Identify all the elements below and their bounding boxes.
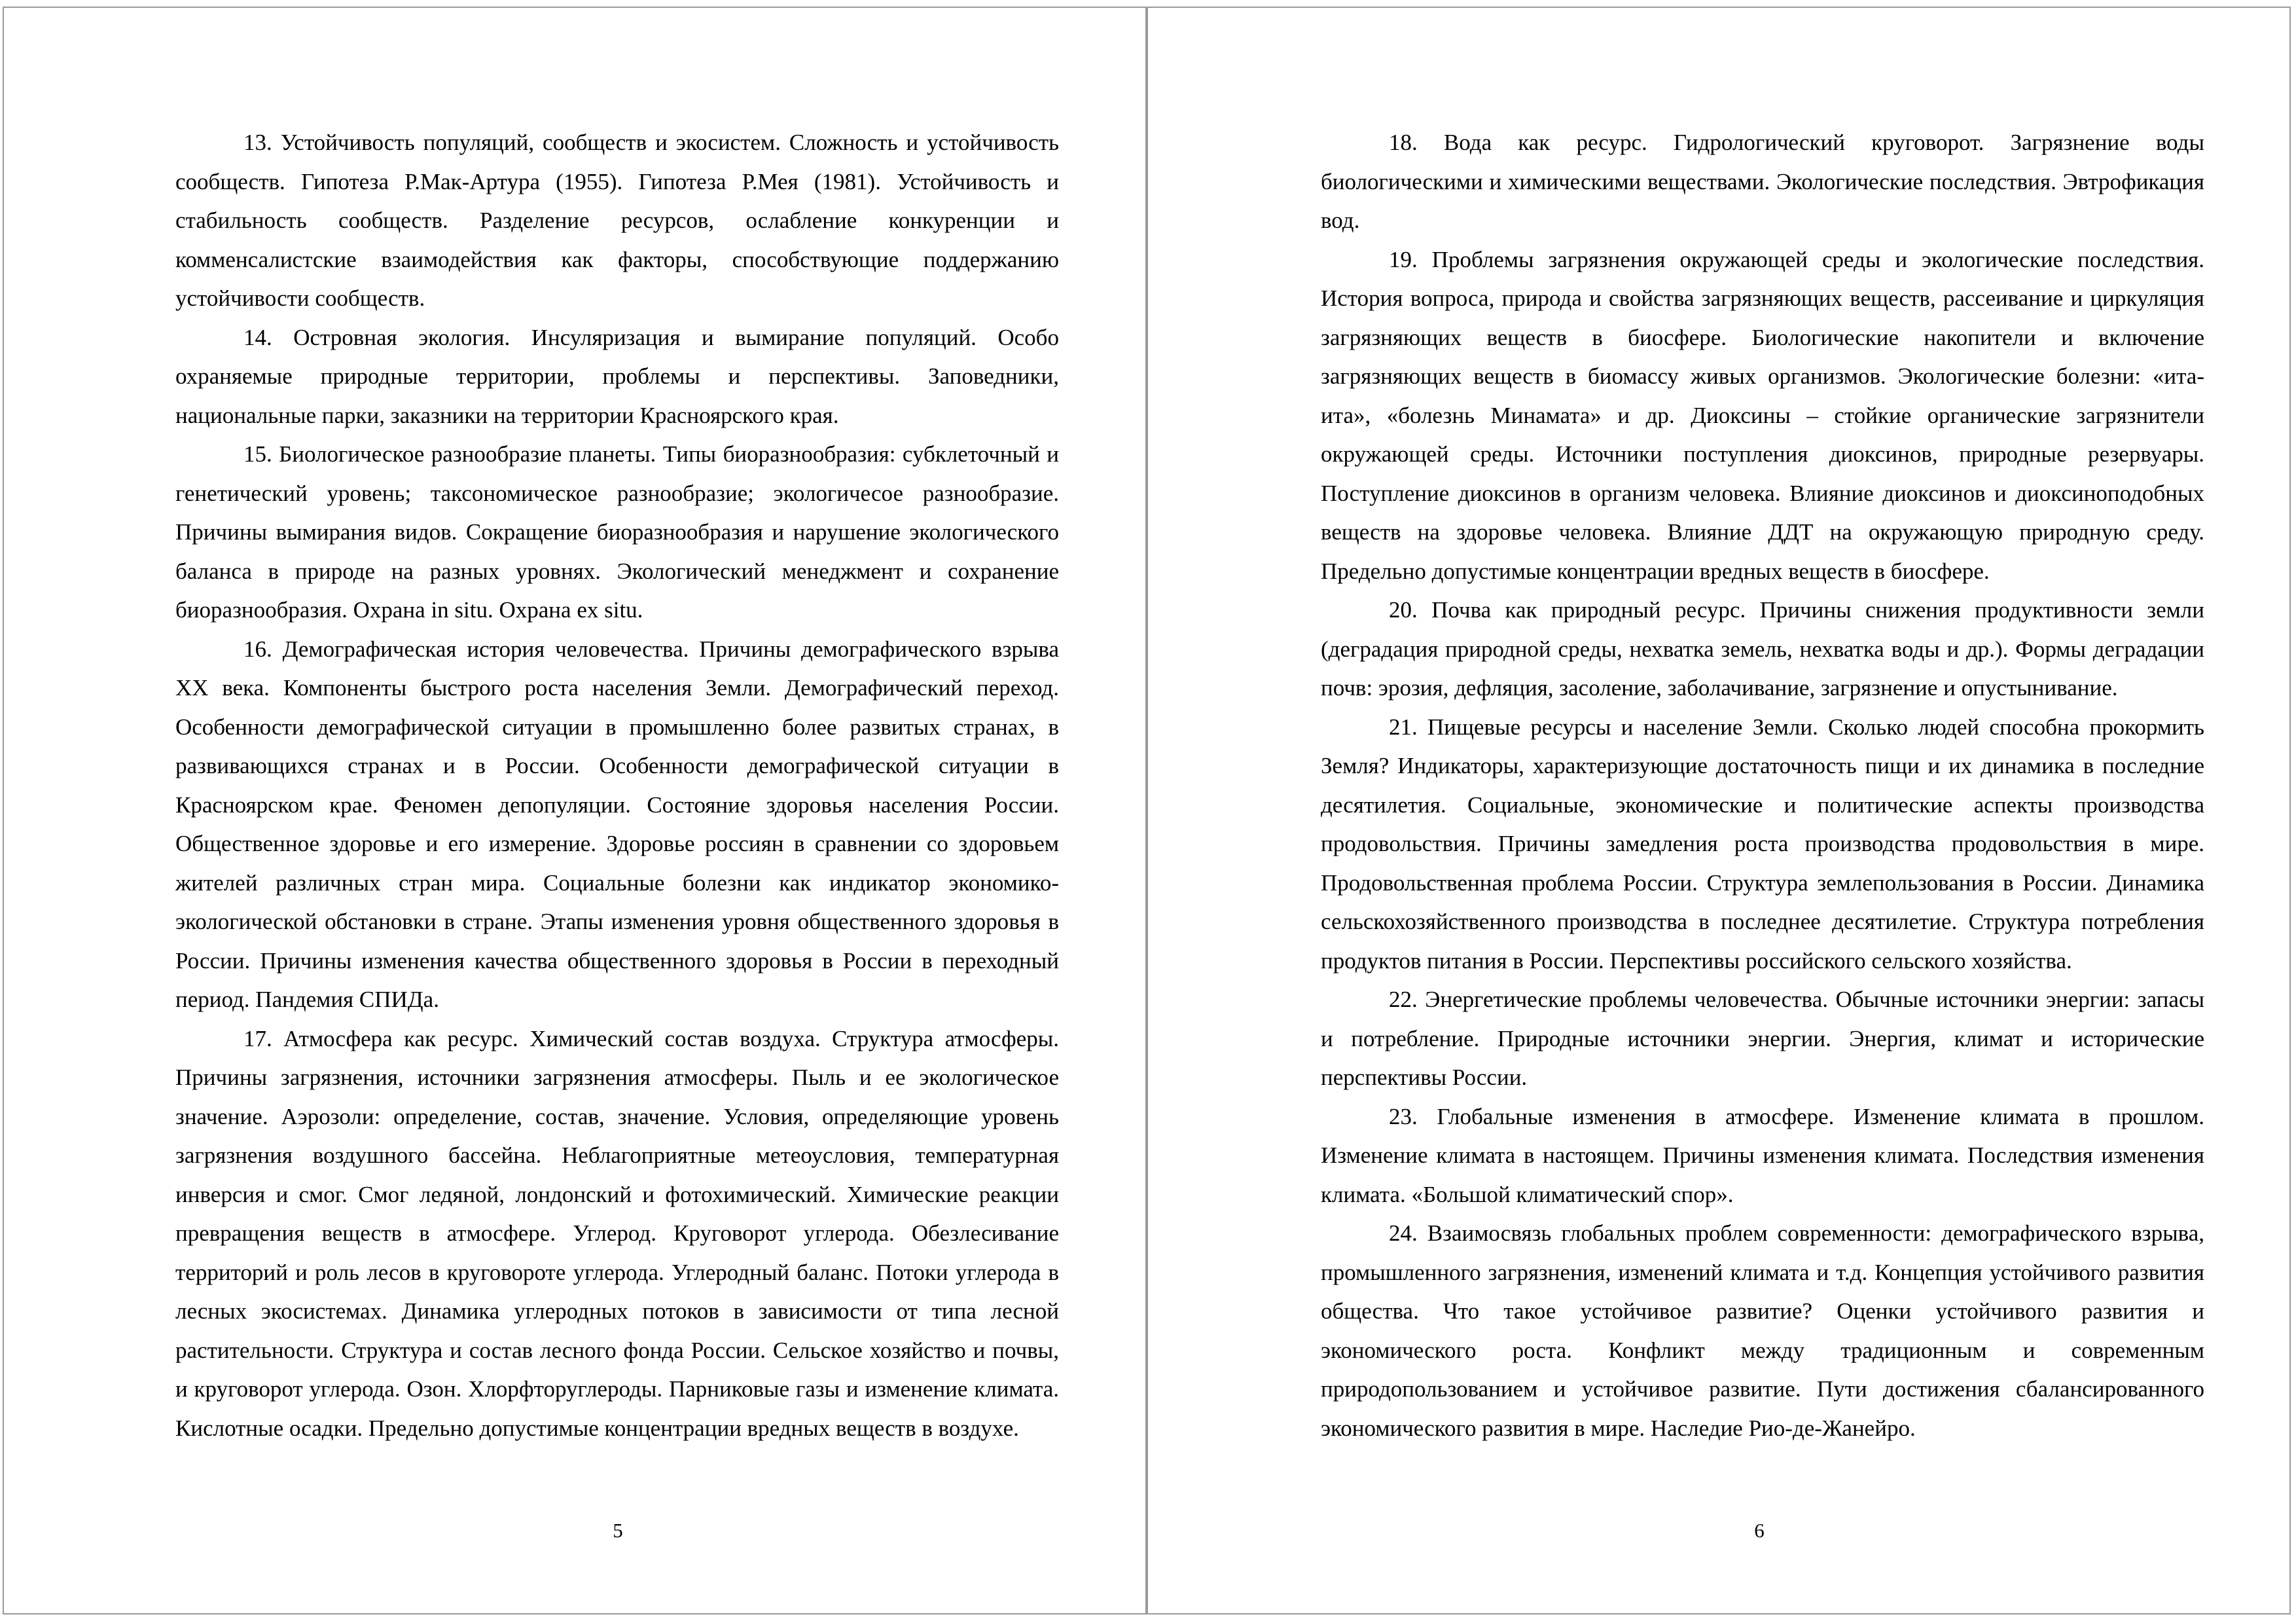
paragraph-20: 20. Почва как природный ресурс. Причины снижения продуктивности земли (деградация природной среды, нехватка земель, нехватка воды и др.). Формы деградации почв: эрозия, дефляция, засоление, заболачивание, загрязнение и опустынивание.	[1321, 597, 2204, 701]
paragraph-19: 19. Проблемы загрязнения окружающей среды и экологические последствия. История вопроса, природа и свойства загрязняющих веществ, рассеивание и циркуляция загрязняющих веществ в биосфере. Биологические накопители и включение загрязняющих веществ в биомассу живых организмов. Экологические болезни: «ита-ита», «болезнь Минамата» и др. Диоксины – стойкие органические загрязнители окружающей среды. Источники поступления диоксинов, природные резервуары. Поступление диоксинов в организм человека. Влияние диоксинов и диоксиноподобных веществ на здоровье человека. Влияние ДДТ на окружающую природную среду. Предельно допустимые концентрации вредных веществ в биосфере.	[1321, 246, 2204, 584]
page-text	[175, 123, 1059, 1448]
page-right	[1147, 7, 2291, 1614]
paragraph-23: 23. Глобальные изменения в атмосфере. Изменение климата в прошлом. Изменение климата в настоящем. Причины изменения климата. Последствия изменения климата. «Большой климатический спор».	[1321, 1103, 2204, 1207]
page-number: 6	[1754, 1519, 1765, 1542]
page-number: 5	[613, 1519, 623, 1542]
paragraph-16: 16. Демографическая история человечества. Причины демографического взрыва XX века. Компоненты быстрого роста населения Земли. Демографический переход. Особенности демографической ситуации в промышленно более развитых странах, в развивающихся странах и в России. Особенности демографической ситуации в Красноярском крае. Феномен депопуляции. Состояние здоровья населения России. Общественное здоровье и его измерение. Здоровье россиян в сравнении со здоровьем жителей различных стран мира. Социальные болезни как индикатор экономико-экологической обстановки в стране. Этапы изменения уровня общественного здоровья в России. Причины изменения качества общественного здоровья в России в переходный период. Пандемия СПИДа.	[175, 636, 1059, 1012]
paragraph-22: 22. Энергетические проблемы человечества. Обычные источники энергии: запасы и потребление. Природные источники энергии. Энергия, климат и исторические перспективы России.	[1321, 987, 2204, 1090]
paragraph-13: 13. Устойчивость популяций, сообществ и экосистем. Сложность и устойчивость сообществ. Гипотеза Р.Мак-Артура (1955). Гипотеза Р.Мея (1981). Устойчивость и стабильность сообществ. Разделение ресурсов, ослабление конкуренции и комменсалистские взаимодействия как факторы, способствующие поддержанию устойчивости сообществ.	[175, 130, 1059, 311]
paragraph-18: 18. Вода как ресурс. Гидрологический круговорот. Загрязнение воды биологическими и химическими веществами. Экологические последствия. Эвтрофикация вод.	[1321, 130, 2204, 233]
page-left	[3, 7, 1147, 1614]
paragraph-17: 17. Атмосфера как ресурс. Химический состав воздуха. Структура атмосферы. Причины загрязнения, источники загрязнения атмосферы. Пыль и ее экологическое значение. Аэрозоли: определение, состав, значение. Условия, определяющие уровень загрязнения воздушного бассейна. Неблагоприятные метеоусловия, температурная инверсия и смог. Смог ледяной, лондонский и фотохимический. Химические реакции превращения веществ в атмосфере. Углерод. Круговорот углерода. Обезлесивание территорий и роль лесов в круговороте углерода. Углеродный баланс. Потоки углерода в лесных экосистемах. Динамика углеродных потоков в зависимости от типа лесной растительности. Структура и состав лесного фонда России. Сельское хозяйство и почвы, и круговорот углерода. Озон. Хлорфторуглероды. Парниковые газы и изменение климата. Кислотные осадки. Предельно допустимые концентрации вредных веществ в воздухе.	[175, 1025, 1059, 1441]
paragraph-24: 24. Взаимосвязь глобальных проблем современности: демографического взрыва, промышленного загрязнения, изменений климата и т.д. Концепция устойчивого развития общества. Что такое устойчивое развитие? Оценки устойчивого развития и экономического роста. Конфликт между традиционным и современным природопользованием и устойчивое развитие. Пути достижения сбалансированного экономического развития в мире. Наследие Рио-де-Жанейро.	[1321, 1220, 2204, 1441]
paragraph-14: 14. Островная экология. Инсуляризация и вымирание популяций. Особо охраняемые природные территории, проблемы и перспективы. Заповедники, национальные парки, заказники на территории Красноярского края.	[175, 324, 1059, 428]
paragraph-21: 21. Пищевые ресурсы и население Земли. Сколько людей способна прокормить Земля? Индикаторы, характеризующие достаточность пищи и их динамика в последние десятилетия. Социальные, экономические и политические аспекты производства продовольствия. Причины замедления роста производства продовольствия в мире. Продовольственная проблема России. Структура землепользования в России. Динамика сельскохозяйственного производства в последнее десятилетие. Структура потребления продуктов питания в России. Перспективы российского сельского хозяйства.	[1321, 714, 2204, 974]
paragraph-15: 15. Биологическое разнообразие планеты. Типы биоразнообразия: субклеточный и генетический уровень; таксономическое разнообразие; экологичесое разнообразие. Причины вымирания видов. Сокращение биоразнообразия и нарушение экологического баланса в природе на разных уровнях. Экологический менеджмент и сохранение биоразнообразия. Охрана in situ. Охрана ex situ.	[175, 441, 1059, 623]
page-text	[1321, 123, 2204, 1448]
